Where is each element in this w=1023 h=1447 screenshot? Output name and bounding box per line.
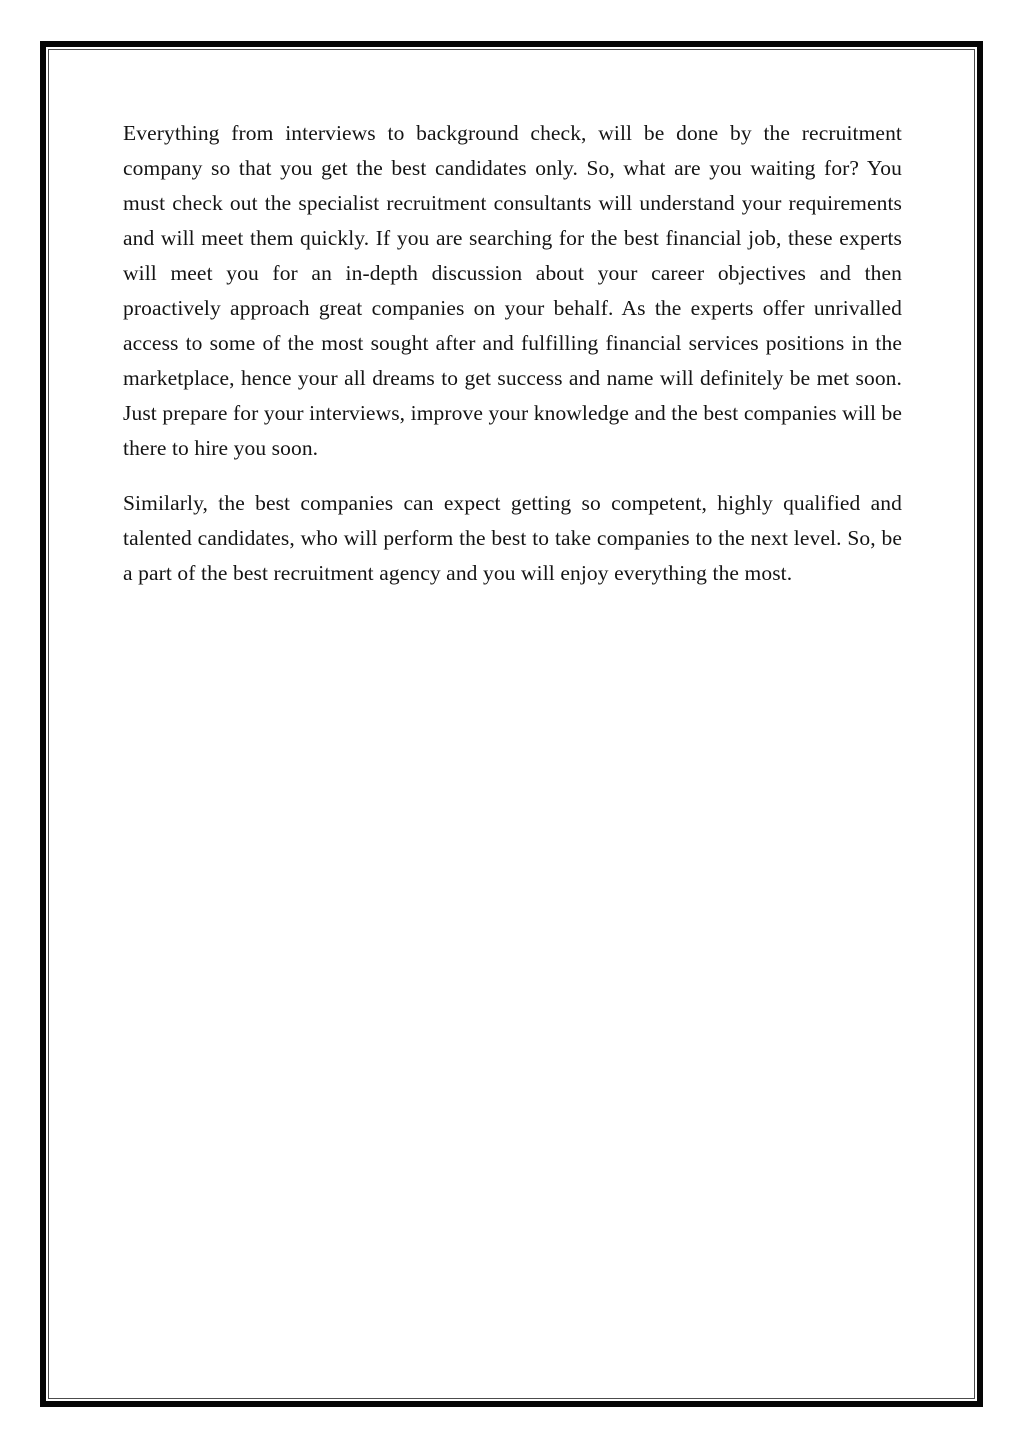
page-border-inner-line bbox=[48, 49, 975, 1399]
page-border-frame bbox=[40, 41, 983, 1407]
page-content bbox=[49, 50, 974, 1398]
body-paragraph-2: Similarly, the best companies can expect getting so competent, highly qualified and talented candidates, who will perform the best to take companies to the next level. So, be a part of the best recruitment agency and you will enjoy everything the most. bbox=[123, 491, 902, 585]
body-paragraph-1: Everything from interviews to background check, will be done by the recruitment company so that you get the best candidates only. So, what are you waiting for? You must check out the specialist recruitment consultants will understand your requirements and will meet them quickly. If you are searching for the best financial job, these experts will meet you for an in-depth discussion about your career objectives and then proactively approach great companies on your behalf. As the experts offer unrivalled access to some of the most sought after and fulfilling financial services positions in the marketplace, hence your all dreams to get success and name will definitely be met soon. Just prepare for your interviews, improve your knowledge and the best companies will be there to hire you soon. bbox=[123, 121, 902, 460]
